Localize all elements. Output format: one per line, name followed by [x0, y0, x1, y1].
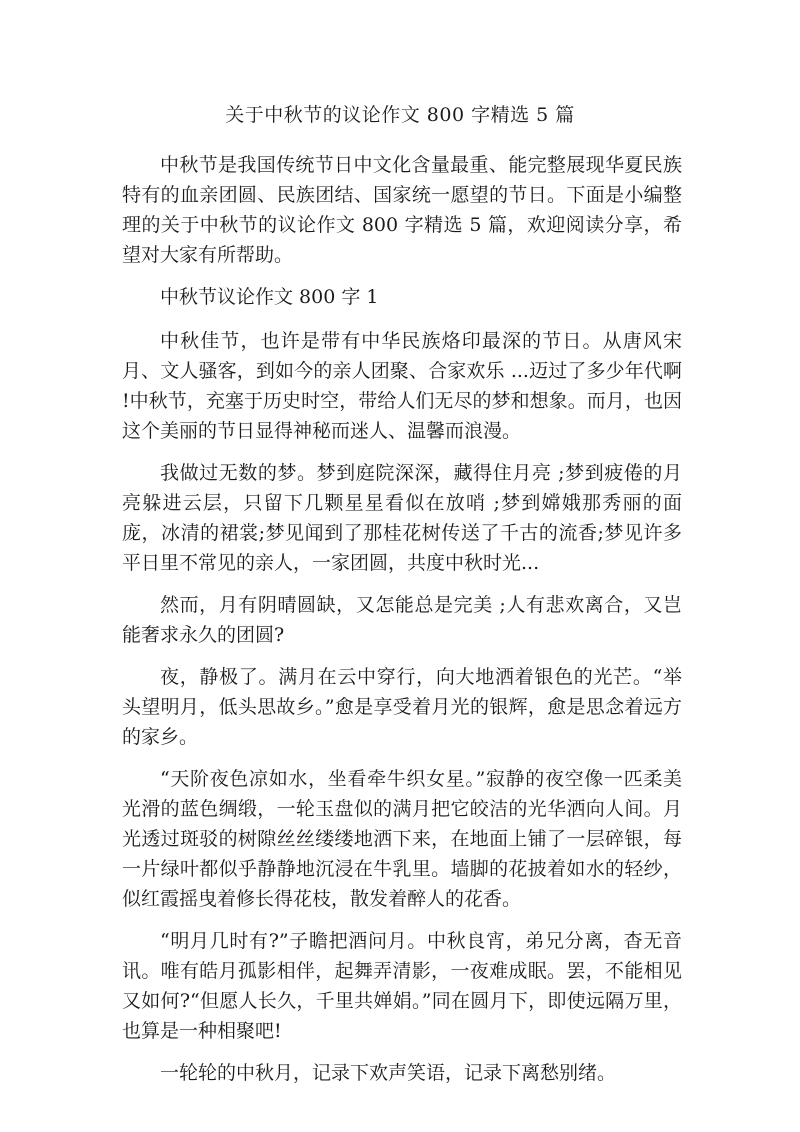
section-heading: 中秋节议论作文 800 字 1: [160, 286, 379, 308]
document-body: [122, 150, 682, 1100]
body-paragraph: 我做过无数的梦。梦到庭院深深，藏得住月亮 ;梦到疲倦的月亮躲进云层，只留下几颗星星看似在放哨 ;梦到嫦娥那秀丽的面庞，冰清的裙裳;梦见闻到了那桂花树传送了千古的流香;梦见许多平日里不常见的亲人，一家团圆，共度中秋时光...: [122, 462, 682, 574]
body-paragraph: “天阶夜色凉如水，坐看牵牛织女星。”寂静的夜空像一匹柔美光滑的蓝色绸缎，一轮玉盘似的满月把它皎洁的光华洒向人间。月光透过斑驳的树隙丝丝缕缕地洒下来，在地面上铺了一层碎银，每一片绿叶都似乎静静地沉浸在牛乳里。墙脚的花披着如水的轻纱，似红霞摇曳着修长得花枝，散发着醉人的花香。: [122, 768, 682, 910]
body-paragraph: 夜，静极了。满月在云中穿行，向大地洒着银色的光芒。“举头望明月，低头思故乡。”愈是享受着月光的银辉，愈是思念着远方的家乡。: [122, 666, 682, 748]
body-paragraph: 然而，月有阴晴圆缺，又怎能总是完美 ;人有悲欢离合，又岂能奢求永久的团圆?: [122, 594, 682, 646]
body-paragraph: “明月几时有?”子瞻把酒问月。中秋良宵，弟兄分离，杳无音讯。唯有皓月孤影相伴，起舞弄清影，一夜难成眠。罢，不能相见又如何?“但愿人长久，千里共婵娟。”同在圆月下，即使远隔万里，也算是一种相聚吧!: [122, 930, 682, 1042]
body-paragraph: 中秋佳节，也许是带有中华民族烙印最深的节日。从唐风宋月、文人骚客，到如今的亲人团聚、合家欢乐 ...迈过了多少年代啊 !中秋节，充塞于历史时空，带给人们无尽的梦和想象。而月，也因这个美丽的节日显得神秘而迷人、温馨而浪漫。: [122, 330, 682, 442]
body-paragraph: 一轮轮的中秋月，记录下欢声笑语，记录下离愁别绪。: [160, 1062, 617, 1084]
document-title: 关于中秋节的议论作文 800 字精选 5 篇: [225, 104, 575, 126]
intro-paragraph: 中秋节是我国传统节日中文化含量最重、能完整展现华夏民族特有的血亲团圆、民族团结、国家统一愿望的节日。下面是小编整理的关于中秋节的议论作文 800 字精选 5 篇，欢迎阅读分享，希望对大家有所帮助。: [122, 154, 682, 266]
